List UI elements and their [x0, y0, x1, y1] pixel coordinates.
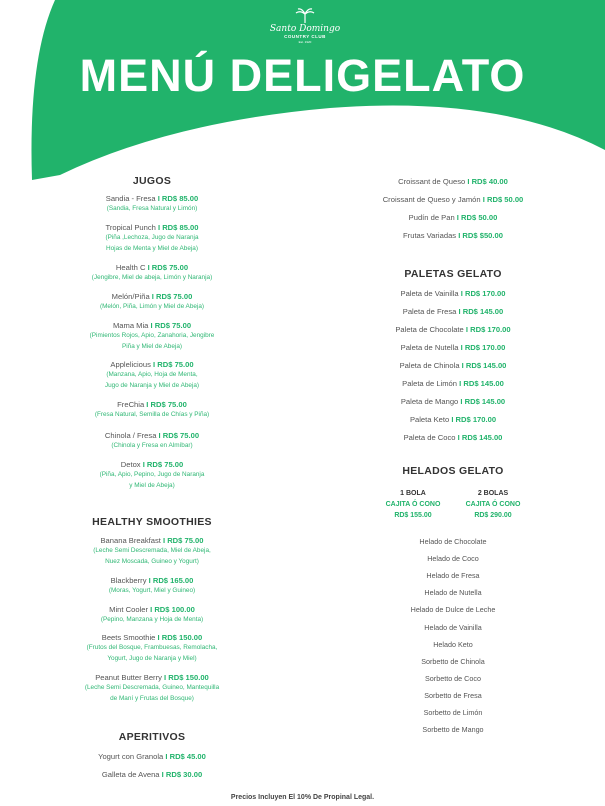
item-description: (Melón, Piña, Limón y Miel de Abeja): [99, 303, 205, 310]
scoop-price: RD$ 290.00: [474, 512, 512, 519]
item-price: I RD$ 170.00: [460, 289, 506, 298]
item-name: Mama Mia: [112, 321, 151, 330]
item-name: Paleta de Limón: [402, 379, 460, 388]
gelato-flavor: Sorbetto de Coco: [425, 673, 481, 683]
item-description: (Moras, Yogurt, Miel y Guineo): [108, 587, 196, 594]
item-description: Yogurt, Jugo de Naranja y Miel): [107, 654, 197, 662]
item-name: Paleta de Chocolate: [395, 325, 466, 334]
item-line: [303, 289, 603, 299]
item-line: [2, 263, 302, 273]
item-name: Beets Smoothie: [101, 633, 158, 642]
item-line: [303, 325, 603, 335]
gelato-flavor: Helado de Fresa: [426, 571, 480, 581]
item-name: Paleta de Nutella: [400, 343, 461, 352]
item-price: I RD$ 170.00: [460, 343, 506, 352]
item-line: [2, 752, 302, 762]
item-line: [2, 292, 302, 302]
menu-item-jugo: [2, 460, 302, 491]
item-line: [303, 213, 603, 223]
item-name: Paleta de Vainilla: [400, 289, 461, 298]
item-name: Yogurt con Granola: [98, 752, 166, 761]
menu-item-jugo: [2, 194, 302, 215]
item-name: Pudín de Pan: [408, 213, 457, 222]
menu-item-paleta: [303, 289, 603, 299]
menu-item-paleta: [303, 307, 603, 317]
item-price: I RD$ 75.00: [151, 292, 193, 301]
item-line: [2, 321, 302, 331]
item-description: (Fresa Natural, Semilla de Chías y Piña): [94, 411, 210, 418]
item-name: Health C: [115, 263, 148, 272]
item-line: [303, 307, 603, 317]
item-line: [303, 379, 603, 389]
item-price: I RD$ 40.00: [467, 177, 508, 186]
item-price: I RD$ 85.00: [157, 194, 199, 203]
item-price: I RD$ 170.00: [465, 325, 511, 334]
item-name: Blackberry: [110, 576, 149, 585]
item-price: I RD$ 145.00: [458, 307, 504, 316]
item-price: I RD$ 75.00: [142, 460, 184, 469]
item-line: [2, 223, 302, 233]
gelato-flavor: Helado de Coco: [427, 554, 479, 564]
logo-script: Santo Domingo: [269, 24, 341, 34]
item-price: I RD$ 45.00: [165, 752, 206, 761]
item-line: [2, 536, 302, 546]
menu-item-paleta: [303, 379, 603, 389]
menu-item-jugo: [2, 223, 302, 254]
section-heading-smoothies: HEALTHY SMOOTHIES: [92, 516, 212, 528]
item-price: I RD$ 85.00: [157, 223, 199, 232]
item-price: I RD$ 75.00: [158, 431, 200, 440]
scoop-container: CAJITA Ó CONO: [465, 501, 521, 508]
gelato-flavor: Helado Keto: [433, 639, 473, 649]
section-heading-jugos: JUGOS: [132, 175, 172, 187]
item-name: Paleta de Mango: [400, 397, 461, 406]
item-description: Hojas de Menta y Miel de Abeja): [105, 244, 198, 252]
menu-item-aperitivo: [2, 770, 302, 780]
menu-item-jugo: [2, 292, 302, 313]
item-description: (Manzana, Apio, Hoja de Menta,: [106, 371, 198, 378]
page-title: MENÚ DELIGELATO: [79, 50, 526, 101]
scoop-price: RD$ 155.00: [394, 512, 432, 519]
item-price: I RD$ 145.00: [461, 361, 507, 370]
item-line: [303, 177, 603, 187]
gelato-flavor: Sorbetto de Chinola: [421, 656, 485, 666]
menu-item-jugo: [2, 431, 302, 452]
gelato-flavor: Helado de Vainilla: [424, 622, 482, 632]
item-description: (Chinola y Fresa en Almíbar): [111, 442, 193, 449]
section-heading-paletas: PALETAS GELATO: [404, 268, 502, 280]
item-price: I RD$ 150.00: [157, 633, 203, 642]
item-description: Piña y Miel de Abeja): [121, 342, 183, 350]
logo-est: Est. 1920: [298, 40, 312, 44]
item-price: I RD$ 30.00: [161, 770, 203, 779]
item-description: (Jengibre, Miel de abeja, Limón y Naranja): [91, 274, 213, 281]
scoop-label: 2 BOLAS: [477, 490, 509, 497]
menu-item-bakery: [303, 213, 603, 223]
club-logo: [260, 8, 350, 44]
item-price: I RD$ 50.00: [456, 213, 498, 222]
menu-item-bakery: [303, 177, 603, 187]
item-line: [2, 360, 302, 370]
menu-item-smoothie: [2, 536, 302, 567]
item-price: I RD$ 145.00: [460, 397, 506, 406]
item-name: Paleta Keto: [409, 415, 452, 424]
item-line: [303, 361, 603, 371]
menu-item-bakery: [303, 195, 603, 205]
logo-country-club: COUNTRY CLUB: [284, 34, 326, 39]
item-line: [2, 576, 302, 586]
item-price: I RD$ 75.00: [150, 321, 192, 330]
item-name: Chinola / Fresa: [104, 431, 159, 440]
item-price: I RD$ 100.00: [150, 605, 195, 614]
item-name: Croissant de Queso y Jamón: [382, 195, 483, 204]
item-description: (Pepino, Manzana y Hoja de Menta): [100, 616, 204, 623]
menu-item-jugo: [2, 400, 302, 421]
menu-item-bakery: [303, 231, 603, 241]
scoop-option: [443, 488, 543, 521]
gelato-flavor: Helado de Dulce de Leche: [410, 605, 496, 615]
item-name: Mint Cooler: [109, 605, 151, 614]
item-line: [2, 460, 302, 470]
item-line: [2, 770, 302, 780]
item-name: FreChia: [117, 400, 147, 409]
item-name: Paleta de Coco: [403, 433, 458, 442]
item-price: I RD$ 145.00: [459, 379, 504, 388]
menu-item-paleta: [303, 433, 603, 443]
gelato-flavor: Sorbetto de Fresa: [424, 690, 482, 700]
item-name: Frutas Variadas: [403, 231, 459, 240]
item-name: Peanut Butter Berry: [95, 673, 165, 682]
menu-item-jugo: [2, 263, 302, 284]
gelato-flavor: Helado de Chocolate: [419, 537, 487, 546]
item-description: Jugo de Naranja y Miel de Abeja): [104, 381, 200, 389]
item-name: Detox: [120, 460, 143, 469]
item-description: (Frutos del Bosque, Frambuesas, Remolacha,: [86, 644, 218, 651]
scoop-label: 1 BOLA: [400, 490, 426, 497]
item-line: [303, 343, 603, 353]
item-price: I RD$ 75.00: [153, 360, 194, 369]
item-name: Tropical Punch: [105, 223, 158, 232]
item-name: Paleta de Fresa: [402, 307, 459, 316]
menu-item-paleta: [303, 343, 603, 353]
section-heading-aperitivos: APERITIVOS: [118, 731, 186, 743]
item-description: y Miel de Abeja): [129, 481, 175, 489]
item-line: [303, 415, 603, 425]
item-price: I RD$ 150.00: [164, 673, 209, 682]
item-price: I RD$ 75.00: [146, 400, 187, 409]
menu-item-aperitivo: [2, 752, 302, 762]
item-line: [2, 673, 302, 683]
item-line: [2, 605, 302, 615]
item-name: Galleta de Avena: [101, 770, 162, 779]
item-line: [303, 195, 603, 205]
menu-item-paleta: [303, 415, 603, 425]
item-price: I RD$ 75.00: [147, 263, 189, 272]
gelato-flavor: Sorbetto de Limón: [423, 708, 483, 717]
item-price: I RD$ 165.00: [148, 576, 194, 585]
item-name: Sandia - Fresa: [105, 194, 158, 203]
palm-tree-icon: [295, 8, 315, 24]
menu-item-jugo: [2, 360, 302, 391]
gelato-flavor: Sorbetto de Mango: [422, 725, 484, 735]
item-description: (Leche Semi Descremada, Guineo, Mantequilla: [84, 684, 220, 691]
item-line: [2, 431, 302, 441]
item-line: [303, 397, 603, 407]
menu-item-paleta: [303, 361, 603, 371]
item-description: (Sandia, Fresa Natural y Limón): [106, 205, 198, 212]
menu-item-paleta: [303, 397, 603, 407]
item-name: Banana Breakfast: [100, 536, 163, 545]
gelato-flavor: Helado de Nutella: [424, 588, 482, 598]
item-description: (Piña, Apio, Pepino, Jugo de Naranja: [99, 471, 205, 478]
item-line: [2, 400, 302, 410]
item-price: I RD$ 50.00: [482, 195, 524, 204]
item-price: I RD$ 170.00: [451, 415, 497, 424]
item-price: I RD$ 145.00: [457, 433, 503, 442]
item-name: Applelicious: [110, 360, 154, 369]
menu-item-smoothie: [2, 633, 302, 664]
menu-item-jugo: [2, 321, 302, 352]
item-price: I RD$ 75.00: [162, 536, 204, 545]
item-description: (Pimientos Rojos, Apio, Zanahoria, Jengibre: [89, 332, 215, 339]
item-description: (Leche Semi Descremada, Miel de Abeja,: [93, 547, 211, 554]
item-line: [303, 433, 603, 443]
item-name: Croissant de Queso: [398, 177, 468, 186]
item-description: de Maní y Frutas del Bosque): [110, 694, 194, 702]
menu-item-smoothie: [2, 605, 302, 626]
menu-item-smoothie: [2, 576, 302, 597]
item-line: [303, 231, 603, 241]
menu-item-paleta: [303, 325, 603, 335]
item-line: [2, 633, 302, 643]
item-price: I RD$ $50.00: [458, 231, 503, 240]
price-note: Precios Incluyen El 10% De Propinal Legal.: [230, 794, 375, 801]
section-heading-helados: HELADOS GELATO: [402, 465, 504, 477]
item-line: [2, 194, 302, 204]
item-description: (Piña ,Lechoza, Jugo de Naranja: [105, 234, 199, 241]
item-name: Melón/Piña: [111, 292, 152, 301]
item-description: Nuez Moscada, Guineo y Yogurt): [105, 557, 199, 565]
menu-item-smoothie: [2, 673, 302, 704]
item-name: Paleta de Chinola: [399, 361, 462, 370]
scoop-container: CAJITA Ó CONO: [385, 501, 441, 508]
